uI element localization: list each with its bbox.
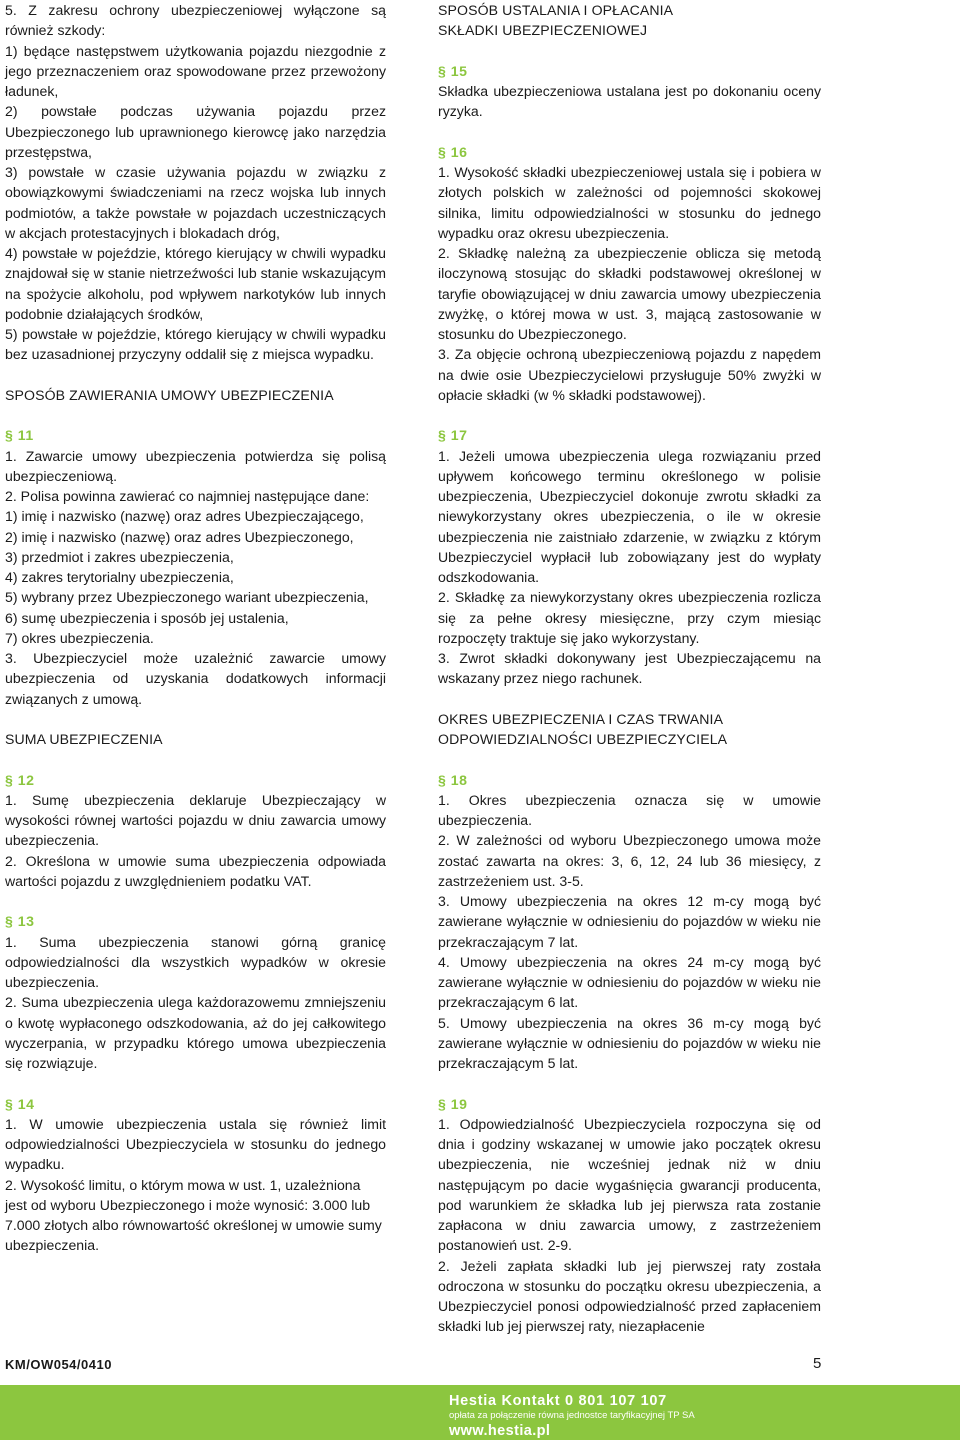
paragraph: 1. Odpowiedzialność Ubezpieczyciela rozpoczyna się od dnia i godziny wskazanej w umowie jako początek okresu ubezpieczenia, nie wcześniej jednak niż w dniu następującym po dacie wygaśnięcia gwarancji producenta, pod warunkiem że składka lub jej pierwsza rata zostanie zapłacona w dniu zawarcia umowy, z zastrzeżeniem postanowień ust. 2-9. [438, 1115, 821, 1254]
heading-contract: SPOSÓB ZAWIERANIA UMOWY UBEZPIECZENIA [5, 386, 334, 403]
paragraph: 1. Okres ubezpieczenia oznacza się w umowie ubezpieczenia. [438, 791, 821, 828]
paragraph: 3. Ubezpieczyciel może uzależnić zawarcie umowy ubezpieczenia od uzyskania dodatkowych informacji związanych z umową. [5, 650, 386, 707]
paragraph: 4. Umowy ubezpieczenia na okres 24 m-cy mogą być zawierane wyłącznie w odniesieniu do pojazdów w wieku nie przekraczającym 6 lat. [438, 953, 821, 1011]
paragraph: 3. Umowy ubezpieczenia na okres 12 m-cy mogą być zawierane wyłącznie w odniesieniu do pojazdów w wieku nie przekraczającym 7 lat. [438, 893, 821, 950]
list-item: 2) imię i nazwisko (nazwę) oraz adres Ubezpieczonego, [5, 528, 354, 545]
footer-band [0, 1385, 960, 1440]
list-item: 7) okres ubezpieczenia. [5, 629, 154, 646]
paragraph: 1. Wysokość składki ubezpieczeniowej ustala się i pobiera w złotych polskich w zależności od pojemności skokowej silnika, limitu odpowiedzialności w stosunku do jednego wypadku oraz okresu ubezpieczenia. [438, 164, 821, 241]
heading-sum: SUMA UBEZPIECZENIA [5, 731, 163, 747]
document-code: KM/OW054/0410 [5, 1357, 112, 1372]
paragraph: 2. Określona w umowie suma ubezpieczenia odpowiada wartości pojazdu z uwzględnieniem podatku VAT. [5, 852, 386, 889]
paragraph: 1. W umowie ubezpieczenia ustala się również limit odpowiedzialności Ubezpieczyciela w stosunku do jednego wypadku. [5, 1115, 386, 1173]
paragraph: 2. Wysokość limitu, o którym mowa w ust. 1, uzależniona jest od wyboru Ubezpieczonego i może wynosić: 3.000 lub 7.000 złotych albo równowartość określonej w umowie sumy ubezpieczenia. [5, 1176, 382, 1254]
left-column [5, 0, 386, 1256]
paragraph: 2. Suma ubezpieczenia ulega każdorazowemu zmniejszeniu o kwotę wypłaconego odszkodowania, aż do jej całkowitego wyczerpania, w przypadku którego umowa ubezpieczenia się rozwiązuje. [5, 994, 386, 1071]
section-17-label: § 17 [438, 427, 468, 444]
tariff-note: opłata za połączenie równa jednostce taryfikacyjnej TP SA [449, 1410, 695, 1421]
section-18-label: § 18 [438, 771, 468, 788]
exclusion-item: 3) powstałe w czasie używania pojazdu w związku z obowiązkowymi świadczeniami na rzecz wojska lub innych podmiotów, a także powstałe w pojazdach uczestniczących w akcjach protestacyjnych i blokadach dróg, [5, 164, 386, 241]
heading-premium: SPOSÓB USTALANIA I OPŁACANIA [438, 2, 674, 18]
list-item: 6) sumę ubezpieczenia i sposób jej ustalenia, [5, 609, 289, 626]
paragraph: 1. Sumę ubezpieczenia deklaruje Ubezpieczający w wysokości równej wartości pojazdu w dniu zawarcia umowy ubezpieczenia. [5, 791, 386, 849]
footer-contact [449, 1393, 695, 1440]
exclusion-item: 1) będące następstwem użytkowania pojazdu niezgodnie z jego przeznaczeniem oraz spowodowane przez przewożony ładunek, [5, 42, 386, 99]
paragraph: 3. Zwrot składki dokonywany jest Ubezpieczającemu na wskazany przez niego rachunek. [438, 650, 821, 687]
section-15-label: § 15 [438, 62, 468, 79]
paragraph: 5. Umowy ubezpieczenia na okres 36 m-cy mogą być zawierane wyłącznie w odniesieniu do pojazdów w wieku nie przekraczającym 5 lat. [438, 1014, 821, 1071]
paragraph: 2. W zależności od wyboru Ubezpieczonego umowa może zostać zawarta na okres: 3, 6, 12, 24 lub 36 miesięcy, z zastrzeżeniem ust. 3-5. [438, 832, 821, 889]
list-item: 5) wybrany przez Ubezpieczonego wariant ubezpieczenia, [5, 589, 369, 606]
paragraph: 2. Jeżeli zapłata składki lub jej pierwszej raty została odroczona w stosunku do początku okresu ubezpieczenia, a Ubezpieczyciel ponosi odpowiedzialność przed zapłaceniem składki lub jej pierwszej raty, niezapłacenie [438, 1257, 821, 1335]
heading-period: ODPOWIEDZIALNOŚCI UBEZPIECZYCIELA [438, 731, 728, 747]
list-item: 4) zakres terytorialny ubezpieczenia, [5, 569, 234, 585]
list-item: 1) imię i nazwisko (nazwę) oraz adres Ubezpieczającego, [5, 508, 364, 525]
section-19-label: § 19 [438, 1095, 468, 1112]
paragraph: 2. Składkę za niewykorzystany okres ubezpieczenia rozlicza się za pełne okresy miesięczne, przy czym miesiąc rozpoczęty traktuje się jako wykorzystany. [438, 589, 821, 646]
website-link[interactable]: www.hestia.pl [449, 1423, 551, 1439]
section-11-label: § 11 [5, 427, 34, 444]
paragraph: 1. Zawarcie umowy ubezpieczenia potwierdza się polisą ubezpieczeniową. [5, 447, 386, 484]
paragraph: 3. Za objęcie ochroną ubezpieczeniową pojazdu z napędem na dwie osie Ubezpieczycielowi przysługuje 50% zwyżki w opłacie składki (w % składki podstawowej). [438, 346, 821, 403]
right-column [438, 0, 821, 1337]
paragraph: Składka ubezpieczeniowa ustalana jest po dokonaniu oceny ryzyka. [438, 83, 821, 120]
paragraph: 1. Suma ubezpieczenia stanowi górną granicę odpowiedzialności dla wszystkich wypadków w okresie ubezpieczenia. [5, 933, 386, 990]
paragraph: 1. Jeżeli umowa ubezpieczenia ulega rozwiązaniu przed upływem końcowego terminu określonego w polisie ubezpieczenia, Ubezpieczyciel dokonuje zwrotu składki za niewykorzystany okres ubezpieczenia, o ile w okresie ubezpieczenia nie zaistniało zdarzenie, w związku z którym Ubezpieczyciel wypłacił lub zobowiązany jest do wypłaty odszkodowania. [438, 447, 821, 585]
section-13-label: § 13 [5, 913, 35, 930]
paragraph: 2. Polisa powinna zawierać co najmniej następujące dane: [5, 488, 370, 504]
exclusion-item: 4) powstałe w pojeździe, którego kierujący w chwili wypadku znajdował się w stanie nietrzeźwości lub stanie wskazującym na spożycie alkoholu, pod wpływem narkotyków lub innych podobnie działających środków, [5, 245, 386, 322]
exclusion-item: 2) powstałe podczas używania pojazdu przez Ubezpieczonego lub uprawnionego kierowcę jako narzędzia przestępstwa, [5, 103, 386, 160]
section-12-label: § 12 [5, 771, 35, 788]
page-number: 5 [813, 1355, 822, 1372]
list-item: 3) przedmiot i zakres ubezpieczenia, [5, 548, 234, 565]
exclusion-item: 5) powstałe w pojeździe, którego kierujący w chwili wypadku bez uzasadnionej przyczyny oddalił się z miejsca wypadku. [5, 326, 386, 363]
section-16-label: § 16 [438, 143, 468, 160]
heading-period: OKRES UBEZPIECZENIA I CZAS TRWANIA [438, 710, 724, 727]
heading-premium: SKŁADKI UBEZPIECZENIOWEJ [438, 22, 648, 39]
section-14-label: § 14 [5, 1095, 35, 1112]
paragraph: 2. Składkę należną za ubezpieczenie oblicza się metodą iloczynową stosując do składki podstawowej określonej w taryfie obowiązującej w dniu zawarcia umowy ubezpieczenia zwyżkę, o której mowa w ust. 3, mającą zastosowanie w stosunku do Ubezpieczonego. [438, 245, 821, 342]
hotline-text: Hestia Kontakt 0 801 107 107 [449, 1393, 667, 1409]
exclusions-intro: 5. Z zakresu ochrony ubezpieczeniowej wyłączone są również szkody: [5, 2, 386, 39]
